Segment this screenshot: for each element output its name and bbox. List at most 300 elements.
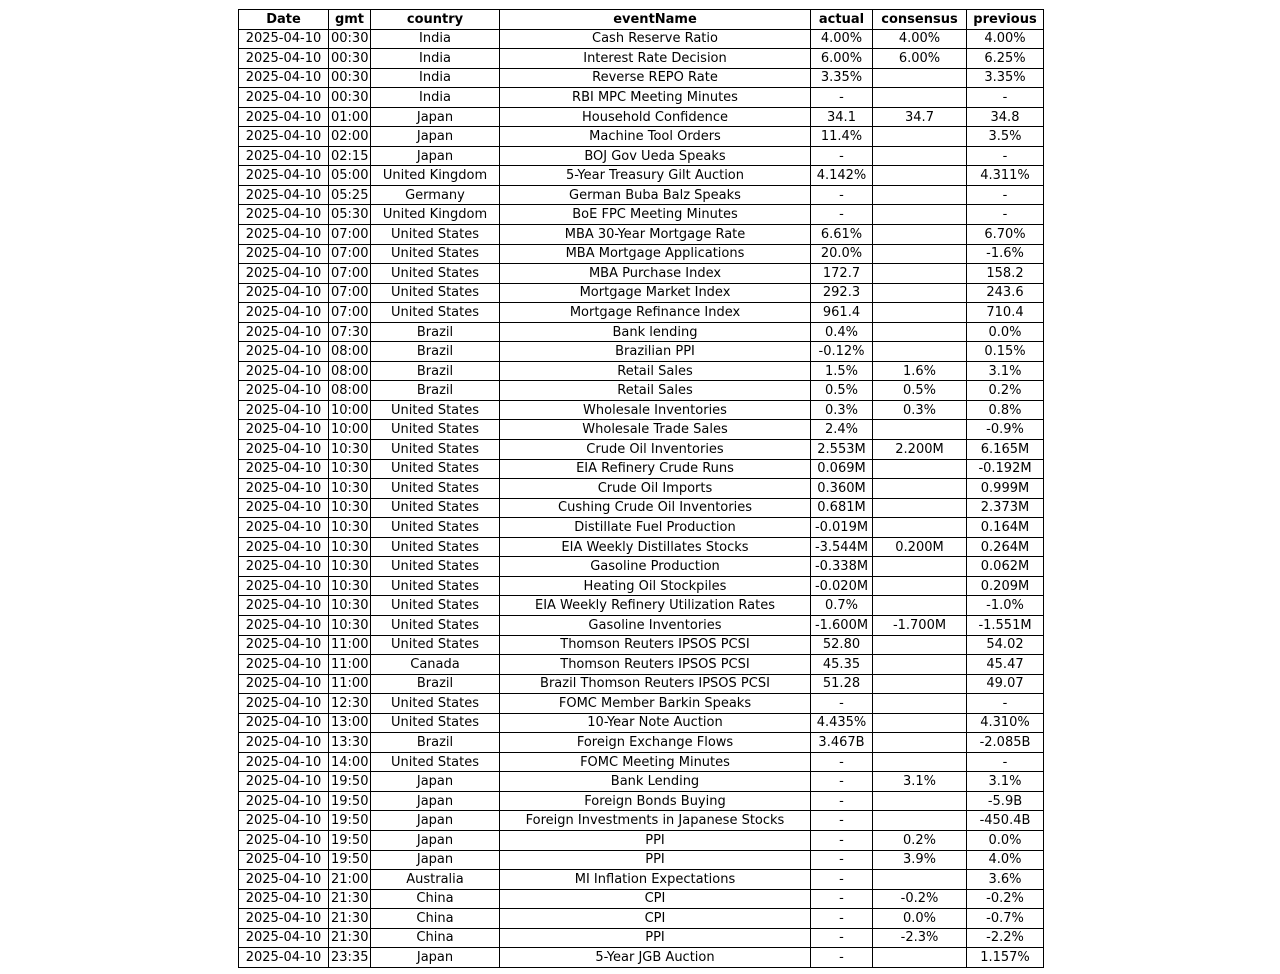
cell-gmt: 14:00 (329, 752, 371, 772)
cell-eventname: Gasoline Production (500, 557, 811, 577)
cell-country: United States (371, 440, 500, 460)
cell-date: 2025-04-10 (239, 752, 329, 772)
cell-gmt: 10:30 (329, 537, 371, 557)
cell-eventname: CPI (500, 909, 811, 929)
column-header-country: country (371, 10, 500, 30)
cell-country: Japan (371, 791, 500, 811)
cell-actual: 0.069M (811, 459, 873, 479)
cell-gmt: 10:30 (329, 615, 371, 635)
cell-eventname: Machine Tool Orders (500, 127, 811, 147)
table-row (239, 694, 1044, 714)
cell-previous: 243.6 (967, 283, 1044, 303)
column-header-actual: actual (811, 10, 873, 30)
cell-gmt: 02:00 (329, 127, 371, 147)
cell-date: 2025-04-10 (239, 791, 329, 811)
table-row (239, 146, 1044, 166)
cell-actual: 0.4% (811, 322, 873, 342)
cell-country: India (371, 68, 500, 88)
cell-country: Australia (371, 870, 500, 890)
column-header-date: Date (239, 10, 329, 30)
cell-eventname: PPI (500, 830, 811, 850)
cell-date: 2025-04-10 (239, 830, 329, 850)
cell-actual: - (811, 909, 873, 929)
cell-previous: 6.70% (967, 225, 1044, 245)
cell-previous: - (967, 752, 1044, 772)
table-row (239, 107, 1044, 127)
cell-previous: 0.264M (967, 537, 1044, 557)
cell-date: 2025-04-10 (239, 850, 329, 870)
column-header-gmt: gmt (329, 10, 371, 30)
cell-actual: 0.5% (811, 381, 873, 401)
cell-eventname: Wholesale Inventories (500, 400, 811, 420)
table-row (239, 615, 1044, 635)
cell-eventname: Retail Sales (500, 381, 811, 401)
cell-eventname: Cash Reserve Ratio (500, 29, 811, 49)
cell-eventname: Distillate Fuel Production (500, 518, 811, 538)
cell-country: United Kingdom (371, 205, 500, 225)
cell-gmt: 23:35 (329, 948, 371, 968)
cell-gmt: 05:30 (329, 205, 371, 225)
cell-date: 2025-04-10 (239, 713, 329, 733)
table-row (239, 928, 1044, 948)
cell-previous: -2.085B (967, 733, 1044, 753)
table-row (239, 674, 1044, 694)
cell-date: 2025-04-10 (239, 889, 329, 909)
cell-actual: 3.35% (811, 68, 873, 88)
cell-date: 2025-04-10 (239, 811, 329, 831)
table-row (239, 322, 1044, 342)
cell-consensus (873, 88, 967, 108)
cell-eventname: Mortgage Refinance Index (500, 303, 811, 323)
cell-actual: -3.544M (811, 537, 873, 557)
cell-consensus: -2.3% (873, 928, 967, 948)
cell-date: 2025-04-10 (239, 283, 329, 303)
cell-gmt: 00:30 (329, 68, 371, 88)
cell-consensus (873, 225, 967, 245)
cell-gmt: 10:30 (329, 440, 371, 460)
cell-actual: 51.28 (811, 674, 873, 694)
cell-country: Brazil (371, 342, 500, 362)
cell-date: 2025-04-10 (239, 537, 329, 557)
cell-eventname: 5-Year JGB Auction (500, 948, 811, 968)
cell-gmt: 10:30 (329, 518, 371, 538)
cell-consensus: 1.6% (873, 361, 967, 381)
cell-date: 2025-04-10 (239, 694, 329, 714)
cell-gmt: 12:30 (329, 694, 371, 714)
cell-eventname: Thomson Reuters IPSOS PCSI (500, 635, 811, 655)
cell-gmt: 10:30 (329, 557, 371, 577)
cell-gmt: 10:00 (329, 400, 371, 420)
cell-previous: 0.15% (967, 342, 1044, 362)
cell-consensus: -1.700M (873, 615, 967, 635)
cell-actual: 2.553M (811, 440, 873, 460)
cell-actual: 52.80 (811, 635, 873, 655)
cell-country: United States (371, 615, 500, 635)
cell-date: 2025-04-10 (239, 498, 329, 518)
cell-date: 2025-04-10 (239, 381, 329, 401)
table-row (239, 655, 1044, 675)
cell-eventname: Foreign Bonds Buying (500, 791, 811, 811)
cell-country: United States (371, 244, 500, 264)
cell-gmt: 13:30 (329, 733, 371, 753)
cell-actual: - (811, 185, 873, 205)
cell-eventname: Interest Rate Decision (500, 49, 811, 69)
cell-date: 2025-04-10 (239, 635, 329, 655)
cell-actual: 34.1 (811, 107, 873, 127)
cell-actual: - (811, 811, 873, 831)
cell-gmt: 05:25 (329, 185, 371, 205)
cell-date: 2025-04-10 (239, 264, 329, 284)
cell-gmt: 21:30 (329, 928, 371, 948)
cell-previous: 0.164M (967, 518, 1044, 538)
cell-country: United States (371, 518, 500, 538)
cell-gmt: 21:30 (329, 889, 371, 909)
cell-eventname: German Buba Balz Speaks (500, 185, 811, 205)
cell-eventname: Household Confidence (500, 107, 811, 127)
table-row (239, 244, 1044, 264)
cell-date: 2025-04-10 (239, 107, 329, 127)
cell-consensus (873, 635, 967, 655)
cell-consensus (873, 322, 967, 342)
cell-country: United States (371, 694, 500, 714)
cell-gmt: 21:00 (329, 870, 371, 890)
cell-gmt: 19:50 (329, 791, 371, 811)
table-row (239, 440, 1044, 460)
cell-actual: - (811, 791, 873, 811)
header-row (239, 10, 1044, 30)
cell-consensus (873, 694, 967, 714)
cell-actual: 45.35 (811, 655, 873, 675)
cell-consensus (873, 459, 967, 479)
cell-actual: 961.4 (811, 303, 873, 323)
cell-consensus (873, 733, 967, 753)
cell-gmt: 07:00 (329, 244, 371, 264)
cell-date: 2025-04-10 (239, 88, 329, 108)
cell-country: United States (371, 420, 500, 440)
cell-country: United States (371, 264, 500, 284)
table-row (239, 518, 1044, 538)
cell-country: Japan (371, 811, 500, 831)
cell-eventname: CPI (500, 889, 811, 909)
cell-previous: 3.1% (967, 772, 1044, 792)
cell-gmt: 10:30 (329, 596, 371, 616)
table-row (239, 576, 1044, 596)
table-row (239, 361, 1044, 381)
cell-gmt: 07:00 (329, 283, 371, 303)
cell-eventname: Crude Oil Imports (500, 479, 811, 499)
cell-gmt: 02:15 (329, 146, 371, 166)
cell-previous: 45.47 (967, 655, 1044, 675)
cell-previous: -1.0% (967, 596, 1044, 616)
cell-consensus (873, 498, 967, 518)
cell-date: 2025-04-10 (239, 909, 329, 929)
table-row (239, 830, 1044, 850)
cell-country: United States (371, 596, 500, 616)
cell-eventname: FOMC Meeting Minutes (500, 752, 811, 772)
table-row (239, 635, 1044, 655)
cell-consensus (873, 68, 967, 88)
cell-eventname: Heating Oil Stockpiles (500, 576, 811, 596)
cell-consensus: 2.200M (873, 440, 967, 460)
cell-country: United States (371, 576, 500, 596)
cell-date: 2025-04-10 (239, 185, 329, 205)
cell-eventname: BoE FPC Meeting Minutes (500, 205, 811, 225)
table-row (239, 752, 1044, 772)
cell-previous: 3.35% (967, 68, 1044, 88)
cell-previous: 0.8% (967, 400, 1044, 420)
cell-gmt: 10:30 (329, 459, 371, 479)
cell-consensus: 3.9% (873, 850, 967, 870)
cell-gmt: 19:50 (329, 811, 371, 831)
cell-previous: 3.1% (967, 361, 1044, 381)
cell-consensus (873, 518, 967, 538)
table-row (239, 185, 1044, 205)
cell-actual: - (811, 752, 873, 772)
cell-date: 2025-04-10 (239, 870, 329, 890)
cell-eventname: EIA Refinery Crude Runs (500, 459, 811, 479)
cell-gmt: 08:00 (329, 381, 371, 401)
table-row (239, 283, 1044, 303)
table-body (239, 29, 1044, 967)
table-row (239, 596, 1044, 616)
cell-gmt: 07:00 (329, 303, 371, 323)
cell-actual: - (811, 205, 873, 225)
cell-eventname: Brazilian PPI (500, 342, 811, 362)
cell-gmt: 08:00 (329, 342, 371, 362)
cell-consensus (873, 576, 967, 596)
cell-country: Japan (371, 107, 500, 127)
cell-previous: 49.07 (967, 674, 1044, 694)
cell-previous: 158.2 (967, 264, 1044, 284)
cell-eventname: Foreign Investments in Japanese Stocks (500, 811, 811, 831)
table-row (239, 342, 1044, 362)
cell-actual: - (811, 870, 873, 890)
cell-eventname: MBA Mortgage Applications (500, 244, 811, 264)
cell-consensus: 0.5% (873, 381, 967, 401)
cell-gmt: 10:30 (329, 498, 371, 518)
cell-eventname: Wholesale Trade Sales (500, 420, 811, 440)
cell-date: 2025-04-10 (239, 225, 329, 245)
cell-previous: 0.2% (967, 381, 1044, 401)
cell-date: 2025-04-10 (239, 655, 329, 675)
cell-previous: - (967, 88, 1044, 108)
cell-previous: 4.0% (967, 850, 1044, 870)
cell-actual: -0.12% (811, 342, 873, 362)
cell-gmt: 05:00 (329, 166, 371, 186)
cell-gmt: 07:00 (329, 225, 371, 245)
cell-date: 2025-04-10 (239, 342, 329, 362)
cell-country: United States (371, 752, 500, 772)
cell-date: 2025-04-10 (239, 49, 329, 69)
cell-consensus (873, 264, 967, 284)
table-row (239, 420, 1044, 440)
cell-consensus (873, 948, 967, 968)
table-row (239, 537, 1044, 557)
cell-consensus (873, 303, 967, 323)
cell-previous: 0.999M (967, 479, 1044, 499)
cell-eventname: 5-Year Treasury Gilt Auction (500, 166, 811, 186)
cell-previous: 4.311% (967, 166, 1044, 186)
cell-date: 2025-04-10 (239, 361, 329, 381)
cell-previous: -0.2% (967, 889, 1044, 909)
cell-consensus: 6.00% (873, 49, 967, 69)
cell-consensus (873, 342, 967, 362)
cell-previous: -450.4B (967, 811, 1044, 831)
cell-previous: 2.373M (967, 498, 1044, 518)
cell-date: 2025-04-10 (239, 459, 329, 479)
cell-previous: 0.209M (967, 576, 1044, 596)
cell-country: United States (371, 713, 500, 733)
cell-actual: - (811, 146, 873, 166)
cell-date: 2025-04-10 (239, 146, 329, 166)
cell-actual: -1.600M (811, 615, 873, 635)
cell-gmt: 21:30 (329, 909, 371, 929)
cell-previous: - (967, 146, 1044, 166)
cell-country: India (371, 29, 500, 49)
cell-eventname: 10-Year Note Auction (500, 713, 811, 733)
cell-country: United States (371, 498, 500, 518)
table-row (239, 479, 1044, 499)
table-row (239, 870, 1044, 890)
cell-eventname: EIA Weekly Distillates Stocks (500, 537, 811, 557)
cell-eventname: RBI MPC Meeting Minutes (500, 88, 811, 108)
cell-consensus (873, 205, 967, 225)
table-row (239, 29, 1044, 49)
cell-date: 2025-04-10 (239, 596, 329, 616)
cell-previous: -2.2% (967, 928, 1044, 948)
cell-previous: 0.0% (967, 322, 1044, 342)
cell-actual: 4.00% (811, 29, 873, 49)
cell-date: 2025-04-10 (239, 948, 329, 968)
cell-country: Brazil (371, 674, 500, 694)
cell-eventname: Reverse REPO Rate (500, 68, 811, 88)
cell-gmt: 07:30 (329, 322, 371, 342)
cell-consensus (873, 420, 967, 440)
cell-previous: -0.9% (967, 420, 1044, 440)
table-row (239, 127, 1044, 147)
cell-eventname: Crude Oil Inventories (500, 440, 811, 460)
cell-eventname: BOJ Gov Ueda Speaks (500, 146, 811, 166)
cell-previous: - (967, 185, 1044, 205)
cell-consensus (873, 185, 967, 205)
table-row (239, 459, 1044, 479)
cell-gmt: 19:50 (329, 772, 371, 792)
cell-country: Japan (371, 127, 500, 147)
table-row (239, 850, 1044, 870)
cell-eventname: Brazil Thomson Reuters IPSOS PCSI (500, 674, 811, 694)
table-row (239, 264, 1044, 284)
cell-actual: 4.435% (811, 713, 873, 733)
cell-gmt: 11:00 (329, 635, 371, 655)
cell-previous: - (967, 694, 1044, 714)
cell-consensus (873, 752, 967, 772)
table-row (239, 557, 1044, 577)
cell-previous: 3.5% (967, 127, 1044, 147)
cell-date: 2025-04-10 (239, 303, 329, 323)
cell-country: United States (371, 303, 500, 323)
cell-gmt: 01:00 (329, 107, 371, 127)
table-row (239, 811, 1044, 831)
cell-consensus (873, 713, 967, 733)
cell-consensus (873, 166, 967, 186)
cell-previous: 34.8 (967, 107, 1044, 127)
cell-consensus (873, 596, 967, 616)
cell-actual: 0.681M (811, 498, 873, 518)
cell-previous: -5.9B (967, 791, 1044, 811)
cell-date: 2025-04-10 (239, 518, 329, 538)
table-row (239, 205, 1044, 225)
table-row (239, 225, 1044, 245)
cell-date: 2025-04-10 (239, 166, 329, 186)
cell-eventname: Thomson Reuters IPSOS PCSI (500, 655, 811, 675)
cell-eventname: Retail Sales (500, 361, 811, 381)
table-row (239, 381, 1044, 401)
cell-actual: - (811, 830, 873, 850)
cell-gmt: 11:00 (329, 674, 371, 694)
cell-consensus: 3.1% (873, 772, 967, 792)
cell-country: Japan (371, 948, 500, 968)
table-row (239, 303, 1044, 323)
table-row (239, 948, 1044, 968)
cell-date: 2025-04-10 (239, 68, 329, 88)
cell-gmt: 11:00 (329, 655, 371, 675)
cell-actual: 292.3 (811, 283, 873, 303)
cell-eventname: PPI (500, 928, 811, 948)
cell-gmt: 10:30 (329, 576, 371, 596)
cell-consensus (873, 870, 967, 890)
cell-country: United States (371, 400, 500, 420)
cell-date: 2025-04-10 (239, 928, 329, 948)
cell-previous: -1.6% (967, 244, 1044, 264)
cell-actual: - (811, 889, 873, 909)
cell-previous: 0.062M (967, 557, 1044, 577)
cell-consensus (873, 811, 967, 831)
table-row (239, 400, 1044, 420)
cell-previous: 6.25% (967, 49, 1044, 69)
cell-country: United States (371, 283, 500, 303)
cell-previous: -0.7% (967, 909, 1044, 929)
cell-country: Japan (371, 772, 500, 792)
cell-previous: 1.157% (967, 948, 1044, 968)
cell-gmt: 13:00 (329, 713, 371, 733)
economic-calendar-table (238, 9, 1044, 968)
cell-eventname: FOMC Member Barkin Speaks (500, 694, 811, 714)
cell-date: 2025-04-10 (239, 127, 329, 147)
cell-actual: 0.7% (811, 596, 873, 616)
cell-country: United Kingdom (371, 166, 500, 186)
cell-date: 2025-04-10 (239, 615, 329, 635)
cell-consensus (873, 674, 967, 694)
cell-consensus: -0.2% (873, 889, 967, 909)
cell-gmt: 10:00 (329, 420, 371, 440)
table-row (239, 889, 1044, 909)
cell-date: 2025-04-10 (239, 322, 329, 342)
cell-actual: 6.00% (811, 49, 873, 69)
cell-actual: -0.020M (811, 576, 873, 596)
cell-actual: - (811, 948, 873, 968)
cell-country: Japan (371, 146, 500, 166)
cell-consensus (873, 283, 967, 303)
cell-country: China (371, 889, 500, 909)
cell-previous: 710.4 (967, 303, 1044, 323)
cell-actual: 0.3% (811, 400, 873, 420)
cell-date: 2025-04-10 (239, 557, 329, 577)
cell-country: Brazil (371, 733, 500, 753)
table-row (239, 68, 1044, 88)
cell-actual: - (811, 928, 873, 948)
cell-country: United States (371, 479, 500, 499)
cell-consensus: 0.200M (873, 537, 967, 557)
